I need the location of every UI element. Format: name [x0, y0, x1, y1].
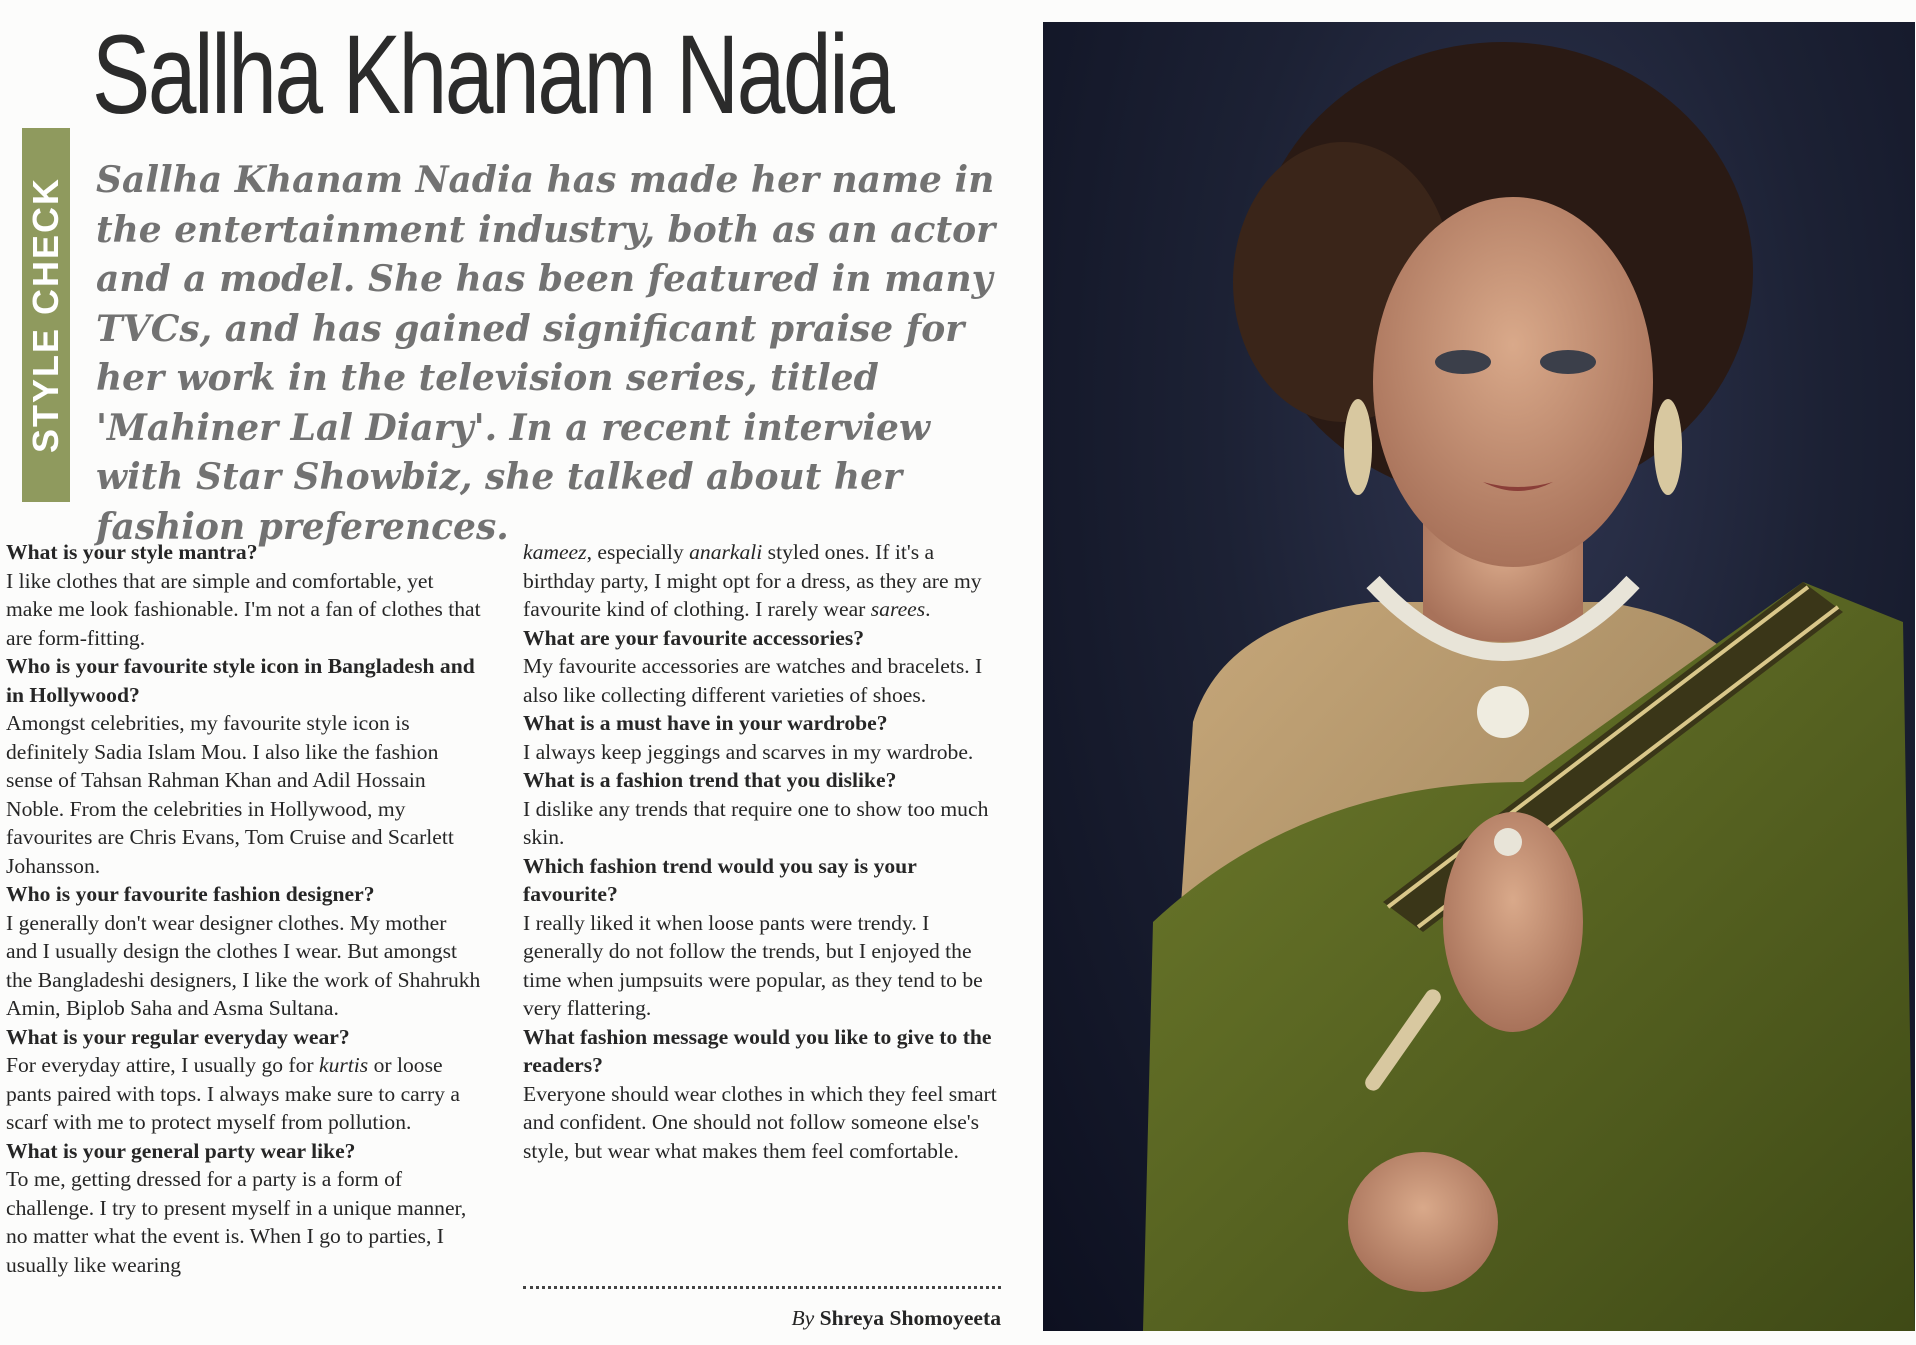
article-column-2	[523, 538, 1001, 1165]
answer-continued: kameez, especially anarkali styled ones. If it's a birthday party, I might opt for a dress, as they are my favourite kind of clothing. I rarely wear sarees.	[523, 540, 982, 621]
question: Who is your favourite style icon in Bangladesh and in Hollywood?	[6, 654, 475, 707]
answer: I generally don't wear designer clothes. My mother and I usually design the clothes I wear. But amongst the Bangladeshi designers, I like the work of Shahrukh Amin, Biplob Saha and Asma Sultana.	[6, 910, 481, 1020]
section-tab-label: STYLE CHECK	[25, 176, 66, 454]
question: Who is your favourite fashion designer?	[6, 882, 375, 906]
answer: Everyone should wear clothes in which they feel smart and confident. One should not follow someone else's style, but wear what makes them feel comfortable.	[523, 1081, 997, 1163]
article-intro: Sallha Khanam Nadia has made her name in the entertainment industry, both as an actor and a model. She has been featured in many TVCs, and has gained significant praise for her work in the television series, titled 'Mahiner Lal Diary'. In a recent interview with Star Showbiz, she talked about her fashion preferences.	[96, 159, 996, 548]
answer: I dislike any trends that require one to show too much skin.	[523, 796, 989, 849]
question: What is your general party wear like?	[6, 1138, 356, 1163]
question: What is a must have in your wardrobe?	[523, 711, 888, 735]
question: What is your regular everyday wear?	[6, 1024, 350, 1049]
byline-prefix: By	[791, 1306, 815, 1330]
section-tab	[22, 128, 70, 502]
question: What fashion message would you like to give to the readers?	[523, 1024, 992, 1077]
dotted-divider	[523, 1286, 1001, 1289]
byline	[523, 1304, 1001, 1332]
portrait-illustration	[1043, 22, 1915, 1331]
answer: My favourite accessories are watches and bracelets. I also like collecting different varieties of shoes.	[523, 654, 983, 707]
article-title: Sallha Khanam Nadia	[92, 12, 893, 137]
question: What is a fashion trend that you dislike?	[523, 768, 897, 792]
answer: To me, getting dressed for a party is a form of challenge. I try to present myself in a unique manner, no matter what the event is. When I go to parties, I usually like wearing	[6, 1167, 467, 1277]
question: What are your favourite accessories?	[523, 625, 865, 650]
question: What is your style mantra?	[6, 540, 258, 564]
article-column-1	[6, 538, 482, 1279]
question: Which fashion trend would you say is your favourite?	[523, 853, 917, 906]
answer: I always keep jeggings and scarves in my wardrobe.	[523, 739, 974, 764]
answer: For everyday attire, I usually go for kurtis or loose pants paired with tops. I always make sure to carry a scarf with me to protect myself from pollution.	[6, 1053, 460, 1134]
portrait-photo	[1043, 22, 1915, 1331]
answer: Amongst celebrities, my favourite style icon is definitely Sadia Islam Mou. I also like the fashion sense of Tahsan Rahman Khan and Adil Hossain Noble. From the celebrities in Hollywood, my favourites are Chris Evans, Tom Cruise and Scarlett Johansson.	[6, 711, 454, 878]
answer: I really liked it when loose pants were trendy. I generally do not follow the trends, but I enjoyed the time when jumpsuits were popular, as they tend to be very flattering.	[523, 910, 983, 1020]
byline-author: Shreya Shomoyeeta	[819, 1306, 1001, 1330]
answer: I like clothes that are simple and comfortable, yet make me look fashionable. I'm not a fan of clothes that are form-fitting.	[6, 568, 481, 650]
